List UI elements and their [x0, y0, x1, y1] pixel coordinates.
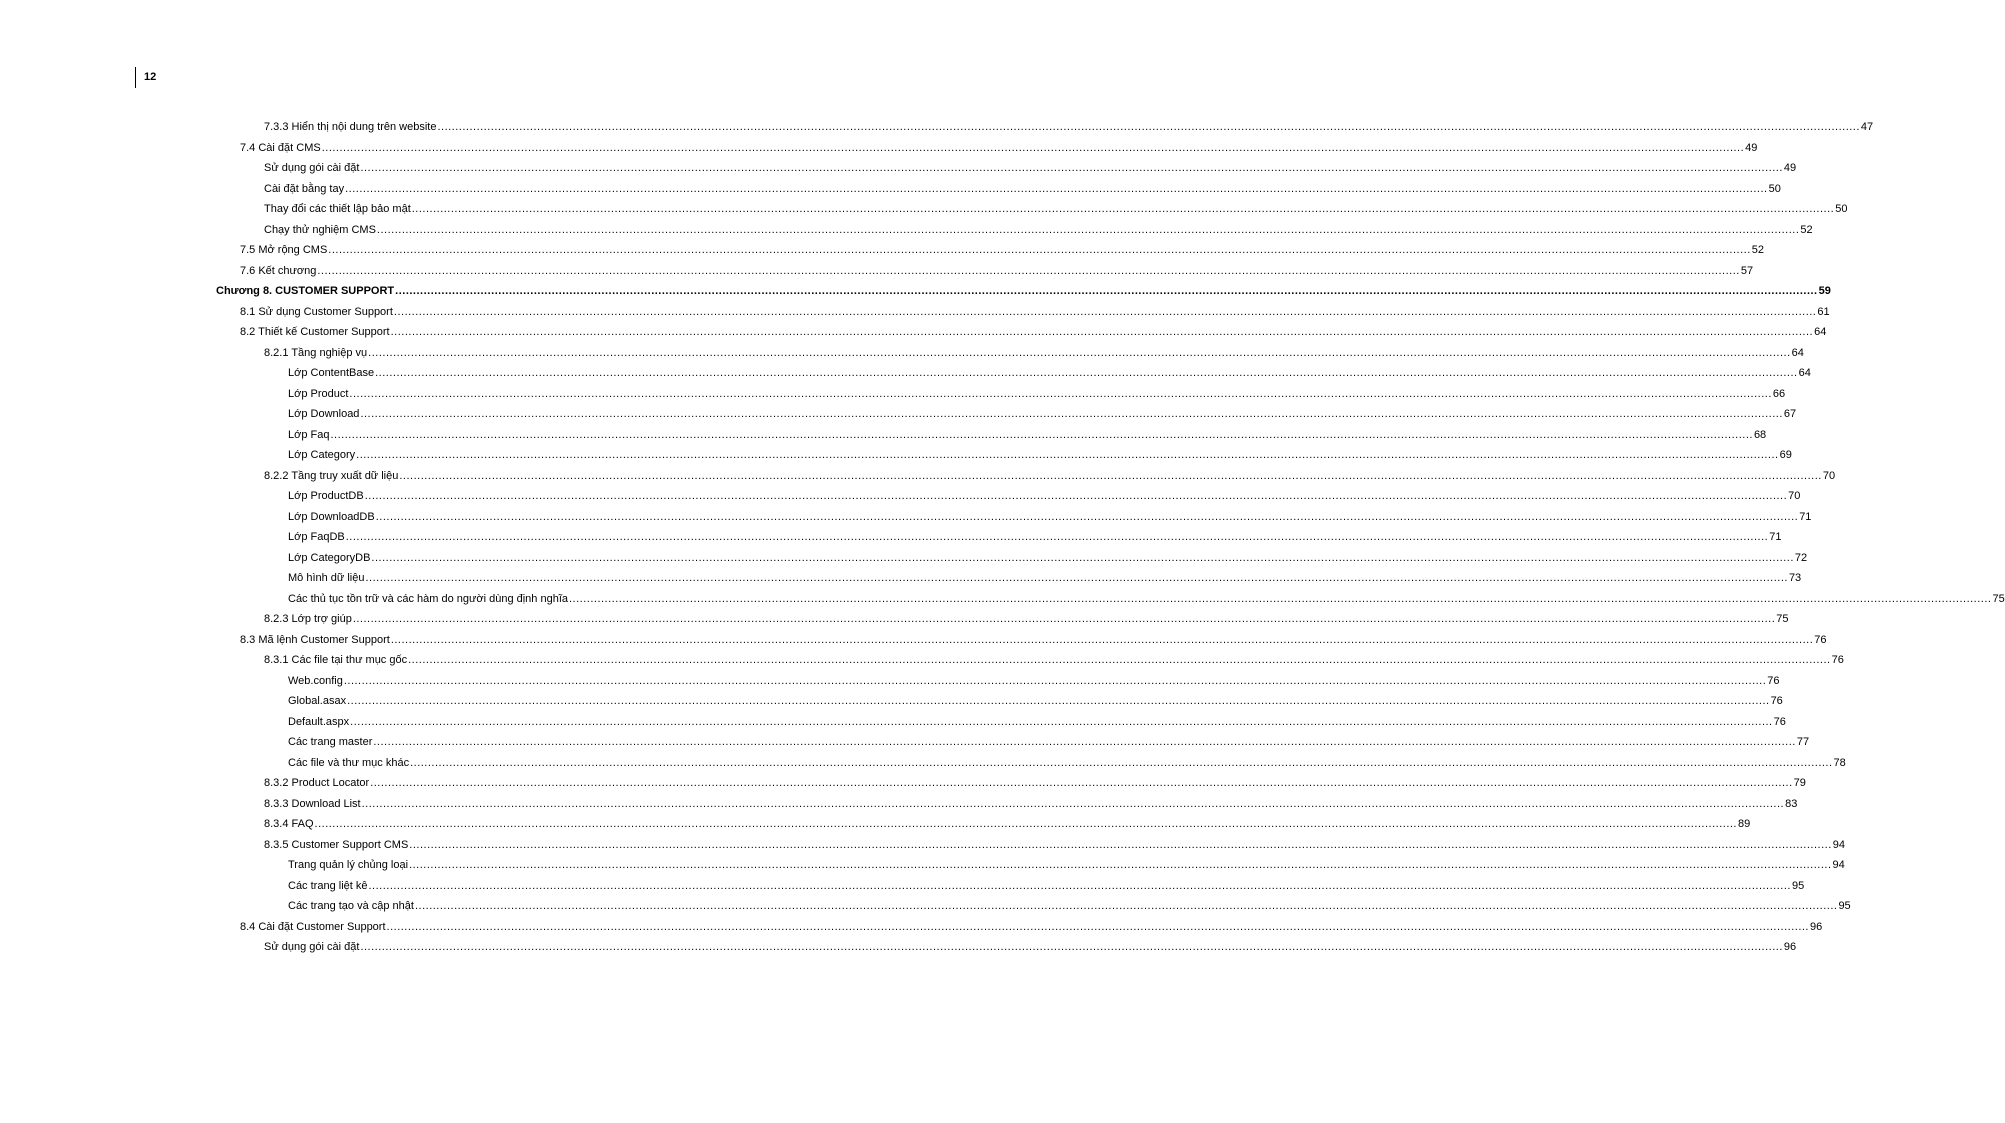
toc-entry-page: 96 — [1783, 941, 1797, 953]
toc-entry[interactable] — [264, 217, 1813, 237]
toc-entry-title: Sử dụng gói cài đặt — [264, 162, 360, 174]
toc-entry[interactable] — [288, 893, 1851, 913]
toc-entry-page: 49 — [1745, 141, 1758, 154]
toc-leader-dots: ................................................................................................................................................................................................................................................................................................................................................................................................................ — [409, 838, 1832, 851]
toc-entry-page: 68 — [1753, 428, 1767, 441]
toc-entry-title: Default.aspx — [288, 715, 350, 728]
toc-leader-dots: ................................................................................................................................................................................................................................................................................................................................................................................................................ — [393, 305, 1817, 318]
toc-leader-dots: ................................................................................................................................................................................................................................................................................................................................................................................................................ — [414, 900, 1838, 912]
toc-entry-page: 75 — [1992, 592, 2005, 605]
toc-entry-title: Các trang master — [288, 736, 373, 748]
toc-entry[interactable] — [288, 422, 1767, 442]
toc-leader-dots: ................................................................................................................................................................................................................................................................................................................................................................................................................ — [371, 551, 1794, 564]
toc-leader-dots: ................................................................................................................................................................................................................................................................................................................................................................................................................ — [321, 141, 1745, 154]
toc-entry-title: Lớp ContentBase — [288, 367, 375, 379]
toc-entry-title: Sử dụng gói cài đặt — [264, 941, 360, 953]
toc-leader-dots: ................................................................................................................................................................................................................................................................................................................................................................................................................ — [375, 510, 1799, 523]
toc-leader-dots: ................................................................................................................................................................................................................................................................................................................................................................................................................ — [373, 736, 1796, 748]
toc-leader-dots: ................................................................................................................................................................................................................................................................................................................................................................................................................ — [349, 387, 1772, 400]
toc-entry-page: 95 — [1838, 900, 1851, 912]
toc-entry-title: 8.3.2 Product Locator — [264, 777, 370, 789]
toc-entry-title: Trang quản lý chủng loại — [288, 859, 409, 871]
toc-entry-page: 83 — [1785, 797, 1798, 810]
toc-entry-title: 8.3.5 Customer Support CMS — [264, 838, 409, 851]
toc-leader-dots: ................................................................................................................................................................................................................................................................................................................................................................................................................ — [390, 326, 1814, 338]
toc-entry-page: 64 — [1791, 346, 1804, 359]
toc-entry-title: 8.1 Sử dụng Customer Support — [240, 305, 393, 318]
toc-entry[interactable] — [288, 401, 1797, 421]
toc-entry-page: 52 — [1751, 244, 1765, 256]
toc-entry[interactable] — [240, 319, 1827, 339]
toc-entry-page: 73 — [1788, 572, 1802, 584]
toc-entry-title: Global.asax — [288, 695, 347, 707]
toc-leader-dots: ................................................................................................................................................................................................................................................................................................................................................................................................................ — [376, 223, 1800, 236]
toc-entry-page: 50 — [1835, 203, 1848, 215]
toc-leader-dots: ................................................................................................................................................................................................................................................................................................................................................................................................................ — [360, 162, 1783, 174]
toc-entry[interactable] — [264, 647, 1844, 667]
toc-entry[interactable] — [264, 811, 1751, 831]
toc-entry-title: 7.4 Cài đặt CMS — [240, 141, 321, 154]
toc-entry-page: 76 — [1770, 695, 1783, 707]
toc-entry-title: 8.3 Mã lệnh Customer Support — [240, 633, 390, 646]
toc-entry[interactable] — [288, 504, 1812, 524]
toc-leader-dots: ................................................................................................................................................................................................................................................................................................................................................................................................................ — [361, 797, 1785, 810]
toc-leader-dots: ................................................................................................................................................................................................................................................................................................................................................................................................................ — [368, 346, 1791, 359]
page-number-rule — [135, 67, 136, 88]
toc-entry-page: 64 — [1798, 367, 1811, 379]
toc-entry-title: 8.3.3 Download List — [264, 797, 361, 810]
toc-entry-title: Mô hình dữ liệu — [288, 572, 365, 584]
toc-leader-dots: ................................................................................................................................................................................................................................................................................................................................................................................................................ — [399, 469, 1822, 482]
toc-entry-title: 8.2.3 Lớp trợ giúp — [264, 613, 352, 625]
page-number: 12 — [144, 71, 157, 83]
toc-entry[interactable] — [264, 196, 1848, 216]
toc-leader-dots: ................................................................................................................................................................................................................................................................................................................................................................................................................ — [343, 674, 1767, 687]
toc-leader-dots: ................................................................................................................................................................................................................................................................................................................................................................................................................ — [437, 121, 1860, 133]
toc-entry[interactable] — [288, 709, 1786, 729]
toc-entry-page: 76 — [1814, 633, 1827, 646]
toc-entry-page: 76 — [1831, 654, 1844, 666]
toc-entry-page: 95 — [1791, 879, 1805, 892]
toc-entry-title: 8.4 Cài đặt Customer Support — [240, 920, 386, 933]
toc-entry[interactable] — [288, 524, 1782, 544]
toc-entry-title: Lớp FaqDB — [288, 531, 345, 543]
toc-entry[interactable] — [240, 237, 1765, 257]
toc-entry[interactable] — [288, 688, 1783, 708]
toc-entry-page: 76 — [1773, 715, 1786, 728]
toc-leader-dots: ................................................................................................................................................................................................................................................................................................................................................................................................................ — [569, 592, 1992, 605]
toc-leader-dots: ................................................................................................................................................................................................................................................................................................................................................................................................................ — [317, 264, 1740, 277]
toc-leader-dots: ................................................................................................................................................................................................................................................................................................................................................................................................................ — [395, 285, 1818, 297]
toc-entry[interactable] — [288, 360, 1811, 380]
toc-leader-dots: ................................................................................................................................................................................................................................................................................................................................................................................................................ — [360, 408, 1783, 420]
toc-entry-page: 70 — [1822, 469, 1836, 482]
toc-leader-dots: ................................................................................................................................................................................................................................................................................................................................................................................................................ — [375, 367, 1798, 379]
toc-leader-dots: ................................................................................................................................................................................................................................................................................................................................................................................................................ — [347, 695, 1770, 707]
toc-entry-title: Lớp Download — [288, 408, 360, 420]
toc-entry[interactable] — [288, 873, 1805, 893]
toc-entry-page: 69 — [1779, 449, 1792, 461]
toc-entry[interactable] — [264, 934, 1797, 954]
toc-entry[interactable] — [240, 135, 1758, 155]
toc-entry-page: 70 — [1788, 490, 1801, 502]
toc-leader-dots: ................................................................................................................................................................................................................................................................................................................................................................................................................ — [350, 715, 1773, 728]
toc-entry-page: 79 — [1793, 777, 1806, 789]
toc-entry-title: 7.3.3 Hiển thị nội dung trên website — [264, 121, 437, 133]
toc-entry[interactable] — [288, 545, 1808, 565]
toc-leader-dots: ................................................................................................................................................................................................................................................................................................................................................................................................................ — [386, 920, 1809, 933]
toc-entry[interactable] — [264, 176, 1781, 196]
toc-entry-page: 52 — [1800, 223, 1813, 236]
toc-entry-title: Các trang tạo và cập nhật — [288, 900, 414, 912]
toc-entry-title: 8.2.2 Tầng truy xuất dữ liệu — [264, 469, 399, 482]
toc-entry-title: 7.5 Mở rộng CMS — [240, 244, 328, 256]
toc-entry-title: Lớp ProductDB — [288, 490, 364, 502]
toc-entry-page: 89 — [1738, 818, 1751, 830]
toc-leader-dots: ................................................................................................................................................................................................................................................................................................................................................................................................................ — [314, 818, 1737, 830]
toc-entry[interactable] — [240, 258, 1754, 278]
toc-entry-title: 7.6 Kết chương — [240, 264, 317, 277]
toc-entry-page: 50 — [1768, 182, 1781, 195]
toc-entry[interactable] — [240, 627, 1827, 647]
toc-entry-page: 67 — [1783, 408, 1797, 420]
toc-leader-dots: ................................................................................................................................................................................................................................................................................................................................................................................................................ — [411, 203, 1835, 215]
toc-leader-dots: ................................................................................................................................................................................................................................................................................................................................................................................................................ — [356, 449, 1779, 461]
toc-entry-title: Các thủ tục tồn trữ và các hàm do người dùng định nghĩa — [288, 592, 568, 605]
toc-entry-page: 96 — [1810, 920, 1823, 933]
toc-leader-dots: ................................................................................................................................................................................................................................................................................................................................................................................................................ — [364, 490, 1788, 502]
toc-entry-title: 8.2 Thiết kế Customer Support — [240, 326, 390, 338]
toc-entry-title: 8.2.1 Tầng nghiệp vụ — [264, 346, 368, 359]
toc-leader-dots: ................................................................................................................................................................................................................................................................................................................................................................................................................ — [365, 572, 1788, 584]
toc-entry-page: 49 — [1783, 162, 1797, 174]
toc-leader-dots: ................................................................................................................................................................................................................................................................................................................................................................................................................ — [390, 633, 1814, 646]
toc-entry-title: Chương 8. CUSTOMER SUPPORT — [216, 285, 395, 297]
toc-entry-page: 57 — [1740, 264, 1754, 277]
toc-entry-title: Cài đặt bằng tay — [264, 182, 345, 195]
toc-entry-page: 78 — [1833, 756, 1846, 769]
toc-entry[interactable] — [264, 791, 1798, 811]
toc-entry-page: 94 — [1832, 859, 1845, 871]
toc-entry-page: 94 — [1832, 838, 1846, 851]
toc-entry-page: 66 — [1772, 387, 1786, 400]
toc-entry-page: 75 — [1776, 613, 1789, 625]
toc-entry[interactable] — [240, 914, 1823, 934]
toc-leader-dots: ................................................................................................................................................................................................................................................................................................................................................................................................................ — [345, 531, 1769, 543]
toc-entry[interactable] — [264, 606, 1789, 626]
toc-entry-page: 61 — [1817, 305, 1830, 318]
toc-entry[interactable] — [288, 586, 2005, 606]
toc-entry-page: 71 — [1769, 531, 1782, 543]
toc-entry[interactable] — [240, 299, 1830, 319]
toc-entry-page: 77 — [1796, 736, 1810, 748]
toc-entry[interactable] — [288, 729, 1810, 749]
toc-entry-page: 71 — [1799, 510, 1812, 523]
toc-entry[interactable] — [288, 852, 1845, 872]
toc-entry-title: Lớp CategoryDB — [288, 551, 371, 564]
toc-entry-page: 76 — [1767, 674, 1780, 687]
toc-entry-title: Lớp Category — [288, 449, 356, 461]
toc-entry[interactable] — [264, 155, 1797, 175]
toc-leader-dots: ................................................................................................................................................................................................................................................................................................................................................................................................................ — [408, 654, 1831, 666]
toc-entry[interactable] — [264, 114, 1874, 134]
toc-entry-title: Lớp Product — [288, 387, 349, 400]
toc-leader-dots: ................................................................................................................................................................................................................................................................................................................................................................................................................ — [330, 428, 1753, 441]
toc-entry[interactable] — [288, 442, 1792, 462]
toc-leader-dots: ................................................................................................................................................................................................................................................................................................................................................................................................................ — [352, 613, 1776, 625]
toc-entry[interactable] — [264, 463, 1836, 483]
toc-leader-dots: ................................................................................................................................................................................................................................................................................................................................................................................................................ — [410, 756, 1833, 769]
toc-entry[interactable] — [264, 340, 1804, 360]
toc-entry-title: Các trang liệt kê — [288, 879, 368, 892]
toc-entry[interactable] — [288, 750, 1846, 770]
toc-leader-dots: ................................................................................................................................................................................................................................................................................................................................................................................................................ — [368, 879, 1791, 892]
toc-entry-page: 64 — [1814, 326, 1827, 338]
toc-entry[interactable] — [264, 832, 1846, 852]
toc-entry-page: 47 — [1860, 121, 1874, 133]
toc-entry[interactable] — [288, 381, 1786, 401]
toc-entry-title: Thay đổi các thiết lập bảo mật — [264, 203, 411, 215]
toc-leader-dots: ................................................................................................................................................................................................................................................................................................................................................................................................................ — [370, 777, 1793, 789]
toc-entry[interactable] — [216, 278, 1831, 298]
toc-entry-title: 8.3.4 FAQ — [264, 818, 314, 830]
toc-entry-title: 8.3.1 Các file tại thư mục gốc — [264, 654, 408, 666]
toc-leader-dots: ................................................................................................................................................................................................................................................................................................................................................................................................................ — [409, 859, 1832, 871]
toc-entry[interactable] — [288, 483, 1801, 503]
toc-entry[interactable] — [288, 668, 1780, 688]
toc-entry-title: Chạy thử nghiệm CMS — [264, 223, 376, 236]
toc-entry-title: Lớp DownloadDB — [288, 510, 375, 523]
toc-entry-title: Lớp Faq — [288, 428, 330, 441]
toc-leader-dots: ................................................................................................................................................................................................................................................................................................................................................................................................................ — [345, 182, 1768, 195]
toc-entry-page: 59 — [1818, 285, 1831, 297]
toc-leader-dots: ................................................................................................................................................................................................................................................................................................................................................................................................................ — [328, 244, 1751, 256]
toc-entry-title: Web.config — [288, 674, 343, 687]
toc-entry-page: 72 — [1794, 551, 1808, 564]
toc-leader-dots: ................................................................................................................................................................................................................................................................................................................................................................................................................ — [360, 941, 1783, 953]
toc-entry[interactable] — [264, 770, 1806, 790]
toc-entry[interactable] — [288, 565, 1802, 585]
toc-entry-title: Các file và thư mục khác — [288, 756, 410, 769]
